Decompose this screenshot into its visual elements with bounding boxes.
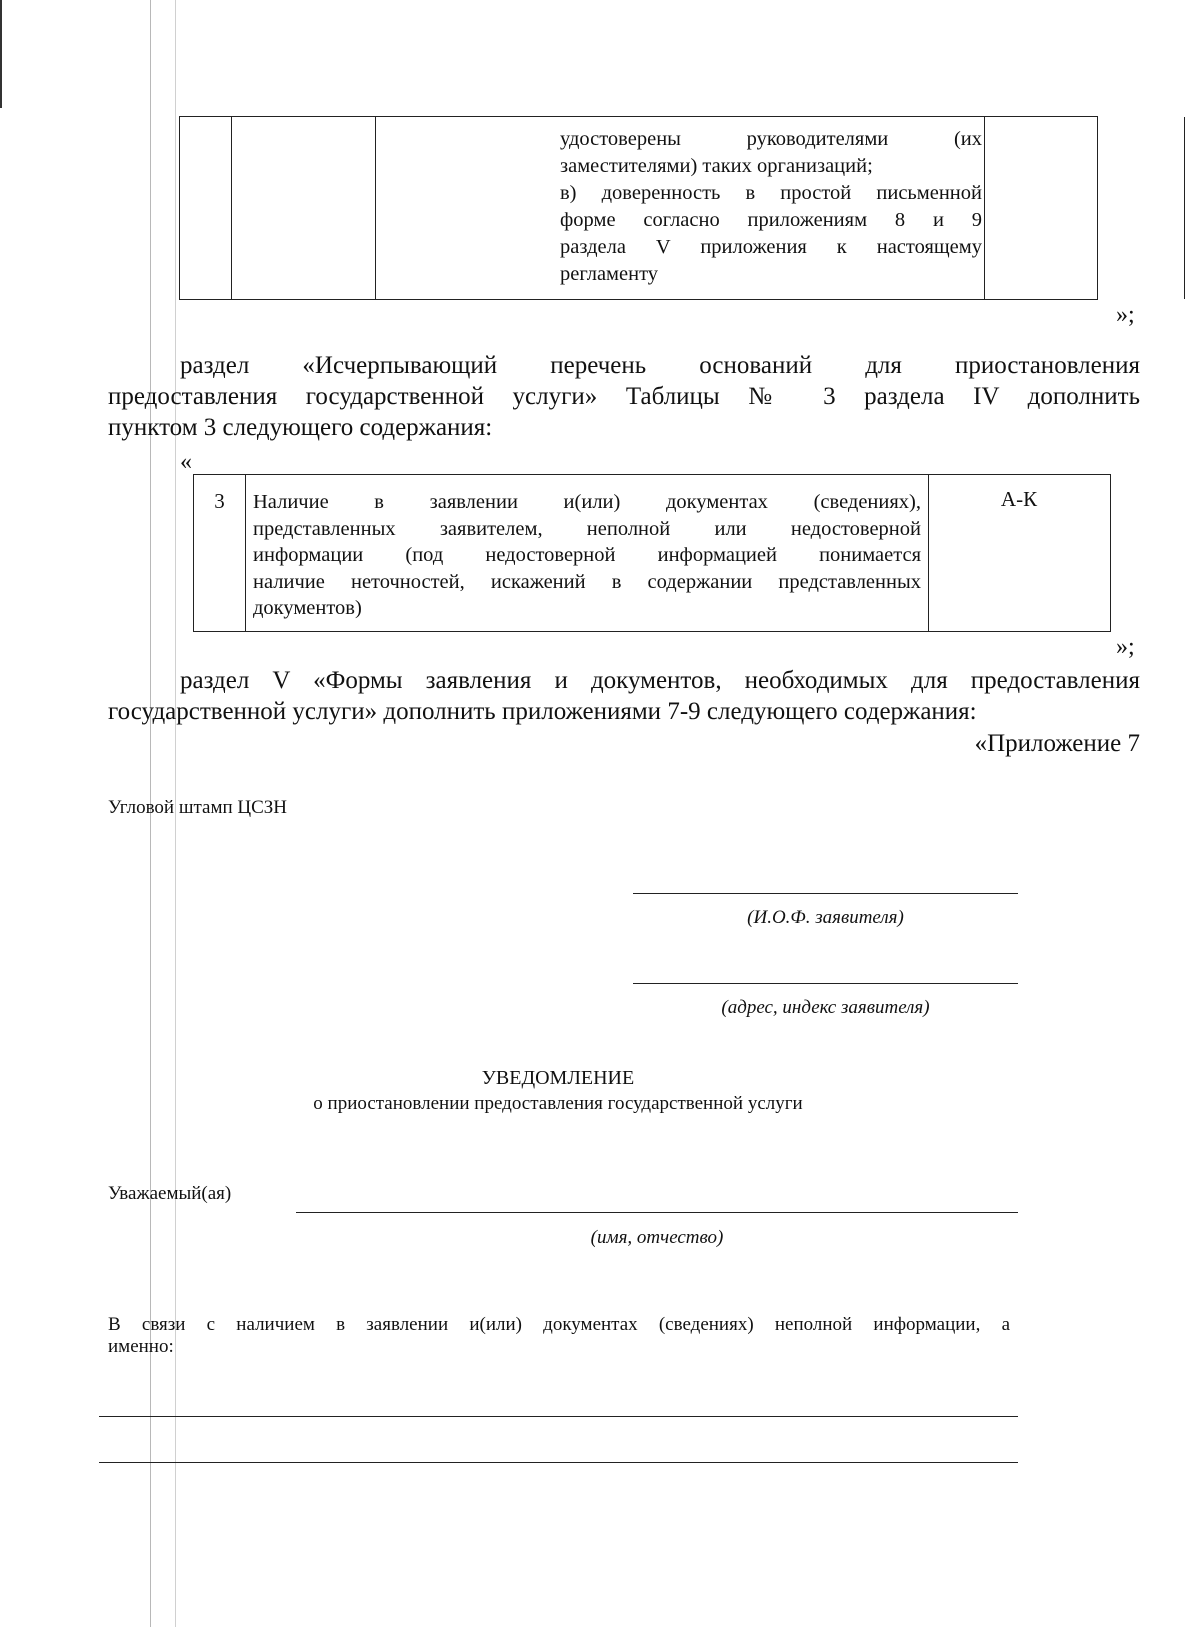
paragraph-line: пунктом 3 следующего содержания: bbox=[108, 414, 493, 441]
requirements-table-fragment bbox=[179, 116, 1098, 300]
text-line: Наличие в заявлении и(или) документах (сведениях), bbox=[253, 491, 921, 513]
paragraph-line: раздел «Исчерпывающий перечень оснований для приостановления bbox=[180, 352, 1140, 379]
recipient-name-caption: (имя, отчество) bbox=[590, 1227, 724, 1248]
closing-quote: »; bbox=[1116, 634, 1135, 660]
text-line: представленных заявителем, неполной или недостоверной bbox=[253, 517, 921, 540]
scan-edge-mark bbox=[0, 0, 2, 108]
amendment-paragraph bbox=[108, 350, 1140, 443]
paragraph-line: раздел V «Формы заявления и документов, необходимых для предоставления bbox=[180, 667, 1140, 694]
text-line: документов) bbox=[253, 597, 362, 619]
reason-text bbox=[108, 1314, 1010, 1358]
reason-line: В связи с наличием в заявлении и(или) документах (сведениях) неполной информации, а bbox=[108, 1314, 1010, 1335]
paragraph-line: государственной услуги» дополнить приложениями 7-9 следующего содержания: bbox=[108, 698, 977, 725]
text-line: информации (под недостоверной информацией понимается bbox=[253, 544, 921, 566]
text-line: в) доверенность в простой письменной bbox=[560, 182, 982, 204]
text-line: форме согласно приложениям 8 и 9 bbox=[560, 209, 982, 231]
notice-title: УВЕДОМЛЕНИЕ bbox=[481, 1067, 635, 1089]
row-number: 3 bbox=[194, 475, 246, 631]
table-column bbox=[984, 117, 1185, 299]
text-line: заместителями) таких организаций; bbox=[560, 155, 873, 177]
corner-stamp-label: Угловой штамп ЦСЗН bbox=[108, 797, 288, 818]
text-line: регламенту bbox=[560, 263, 659, 285]
closing-quote: »; bbox=[1116, 302, 1135, 328]
text-line: удостоверены руководителями (их bbox=[560, 128, 982, 150]
code-cell: А-К bbox=[928, 475, 1109, 631]
text-line: наличие неточностей, искажений в содержании представленных bbox=[253, 570, 921, 593]
applicant-address-caption: (адрес, индекс заявителя) bbox=[721, 997, 930, 1018]
table-column bbox=[231, 117, 376, 299]
applicant-name-caption: (И.О.Ф. заявителя) bbox=[747, 907, 904, 928]
suspension-grounds-table bbox=[193, 474, 1111, 632]
table-cell-text bbox=[253, 489, 921, 622]
blank-line bbox=[99, 1462, 1018, 1463]
opening-quote: « bbox=[180, 449, 192, 475]
applicant-name-line bbox=[633, 893, 1018, 894]
appendix-heading: «Приложение 7 bbox=[974, 730, 1140, 757]
reason-line: именно: bbox=[108, 1336, 174, 1357]
salutation: Уважаемый(ая) bbox=[108, 1183, 232, 1204]
table-cell-text bbox=[560, 126, 982, 288]
recipient-name-line bbox=[296, 1212, 1018, 1213]
text-line: раздела V приложения к настоящему bbox=[560, 236, 982, 258]
table-column bbox=[180, 117, 232, 299]
blank-line bbox=[99, 1416, 1018, 1417]
paragraph-line: предоставления государственной услуги» Таблицы № 3 раздела IV дополнить bbox=[108, 383, 1140, 410]
notice-subtitle: о приостановлении предоставления государственной услуги bbox=[313, 1093, 803, 1114]
applicant-address-line bbox=[633, 983, 1018, 984]
amendment-paragraph bbox=[108, 665, 1140, 727]
